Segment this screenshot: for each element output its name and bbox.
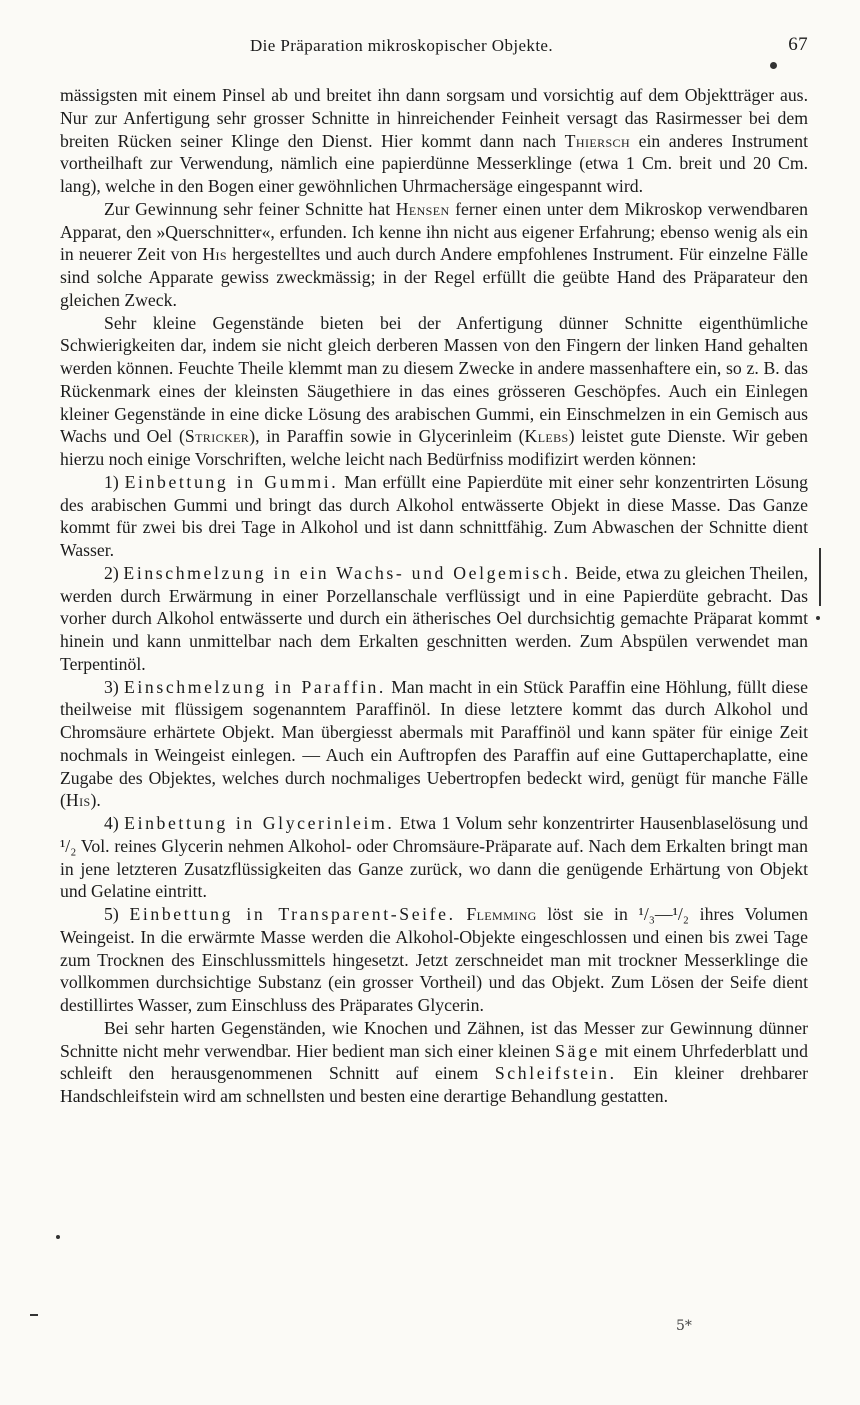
method-heading: Einbettung in Transparent-Seife. [129,904,456,924]
method-heading: Einschmelzung in Paraffin. [123,676,386,697]
author-name: Hensen [395,198,450,219]
paragraph: mässigsten mit einem Pinsel ab und breitet ihn dann sorgsam und vorsichtig auf dem Objektträger aus. Nur zur Anfertigung sehr grosser Schnitte in hinreichender Feinheit versagt das Rasirmesser bei dem breiten Rücken seiner Klinge den Dienst. Hier kommt dann nach Thiersch ein anderes Instrument vortheilhaft zur Verwendung, nämlich eine papierdünne Messerklinge (etwa 1 Cm. breit und 20 Cm. lang), welche in den Bogen einer gewöhnlichen Uhrmachersäge eingespannt wird. [60,85,808,196]
paragraph: 2) Einschmelzung in ein Wachs- und Oelgemisch. Beide, etwa zu gleichen Theilen, werden durch Erwärmung in einer Porzellanschale verflüssigt und in eine Papierdüte gebracht. Das vorher durch Alkohol entwässerte und durch ein ätherisches Oel durchsichtig gemachte Präparat kommt hinein und kann unmittelbar nach dem Erkalten geschnitten werden. Zum Abspülen verwendet man Terpentinöl. [60,562,809,674]
page-number: 67 [788,34,808,55]
author-name: Stricker [184,426,250,447]
paragraph: 3) Einschmelzung in Paraffin. Man macht in ein Stück Paraffin eine Höhlung, füllt diese theilweise mit flüssigem sogenanntem Paraffinöl. In diese letztere kommt das durch Alkohol und Chromsäure erhärtete Objekt. Man übergiesst abermals mit Paraffinöl und kann später für einige Zeit nochmals in Weingeist einlegen. — Auch ein Auftropfen des Paraffin auf eine Guttaperchaplatte, eine Zugabe des Objektes, welches durch nochmaliges Uebertropfen bedeckt wird, genügt für manche Fälle (His). [60,676,808,811]
body-text [60,84,808,1108]
paragraph: 5) Einbettung in Transparent-Seife. Flemming löst sie in ¹/₃—¹/₂ ihres Volumen Weingeist. In die erwärmte Masse werden die Alkohol-Objekte eingeschlossen und einen bis zwei Tage zum Trocknen des Einschlussmittels hingesetzt. Jetzt zerschneidet man mit trockner Messerklinge die vollkommen durchsichtige Substanz (ein grosser Vortheil) und das Objekt. Zum Lösen der Seife dient destillirtes Wasser, zum Einschluss des Präparates Glycerin. [60,904,808,1015]
ink-blot [770,62,777,69]
paragraph: Bei sehr harten Gegenständen, wie Knochen und Zähnen, ist das Messer zur Gewinnung dünner Schnitte nicht mehr verwendbar. Hier bedient man sich einer kleinen Säge mit einem Uhrfederblatt und schleift den herausgenommenen Schnitt auf einem Schleifstein. Ein kleiner drehbarer Handschleifstein wird am schnellsten und besten eine derartige Behandlung gestatten. [60,1017,808,1106]
paragraph: Zur Gewinnung sehr feiner Schnitte hat Hensen ferner einen unter dem Mikroskop verwendbaren Apparat, den »Querschnitter«, erfunden. Ich kenne ihn nicht aus eigener Erfahrung; ebenso wenig als ein in neuerer Zeit von His hergestelltes und auch durch Andere empfohlenes Instrument. Für einzelne Fälle sind solche Apparate gewiss zweckmässig; in der Regel erfüllt die geübte Hand des Präparateur den gleichen Zweck. [60,198,808,310]
signature-mark: 5* [676,1318,692,1334]
margin-speck [30,1314,38,1316]
paragraph: 1) Einbettung in Gummi. Man erfüllt eine Papierdüte mit einer sehr konzentrirten Lösung des arabischen Gummi und bringt das durch Alkohol entwässerte Objekt in diese Masse. Das Ganze kommt für zwei bis drei Tage in Alkohol und ist dann schnittfähig. Zum Abwaschen der Schnitte dient Wasser. [60,471,809,560]
paragraph: 4) Einbettung in Glycerinleim. Etwa 1 Volum sehr konzentrirter Hausenblaselösung und ¹/₂ Vol. reines Glycerin nehmen Alkohol- oder Chromsäure-Präparate auf. Nach dem Erkalten bringt man in jene letzteren Zusatzflüssigkeiten das Ganze zurück, wo dann die genügende Erhärtung von Objekt und Gelatine eintritt. [60,813,808,902]
emphasis: Schleifstein. [494,1063,617,1084]
margin-speck [816,616,820,620]
method-heading: Einbettung in Gummi. [124,471,339,492]
author-name: Flemming [466,904,537,924]
author-name: His [202,244,227,265]
paragraph: Sehr kleine Gegenstände bieten bei der Anfertigung dünner Schnitte eigenthümliche Schwierigkeiten dar, indem sie nicht gleich derberen Massen von den Fingern der linken Hand gehalten werden können. Feuchte Theile klemmt man zu diesem Zwecke in andere massenhaftere ein, so z. B. das Rückenmark eines der kleinsten Säugethiere in das eines grösseren Geschöpfes. Auch ein Einlegen kleiner Gegenstände in eine dicke Lösung des arabischen Gummi, ein Einschmelzen in ein Gemisch aus Wachs und Oel (Stricker), in Paraffin sowie in Glycerinleim (Klebs) leistet gute Dienste. Wir geben hierzu noch einige Vorschriften, welche leicht nach Bedürfniss modifizirt werden können: [60,312,808,469]
margin-speck [56,1235,60,1239]
method-heading: Einbettung in Glycerinleim. [124,813,395,833]
running-header [60,34,808,60]
method-heading: Einschmelzung in ein Wachs- und Oelgemisch. [123,562,571,583]
author-name: Thiersch [564,130,631,151]
author-name: His [65,790,91,811]
running-title: Die Präparation mikroskopischer Objekte. [250,36,554,55]
emphasis: Säge [555,1040,600,1061]
author-name: Klebs [524,426,569,447]
margin-mark [819,548,821,606]
